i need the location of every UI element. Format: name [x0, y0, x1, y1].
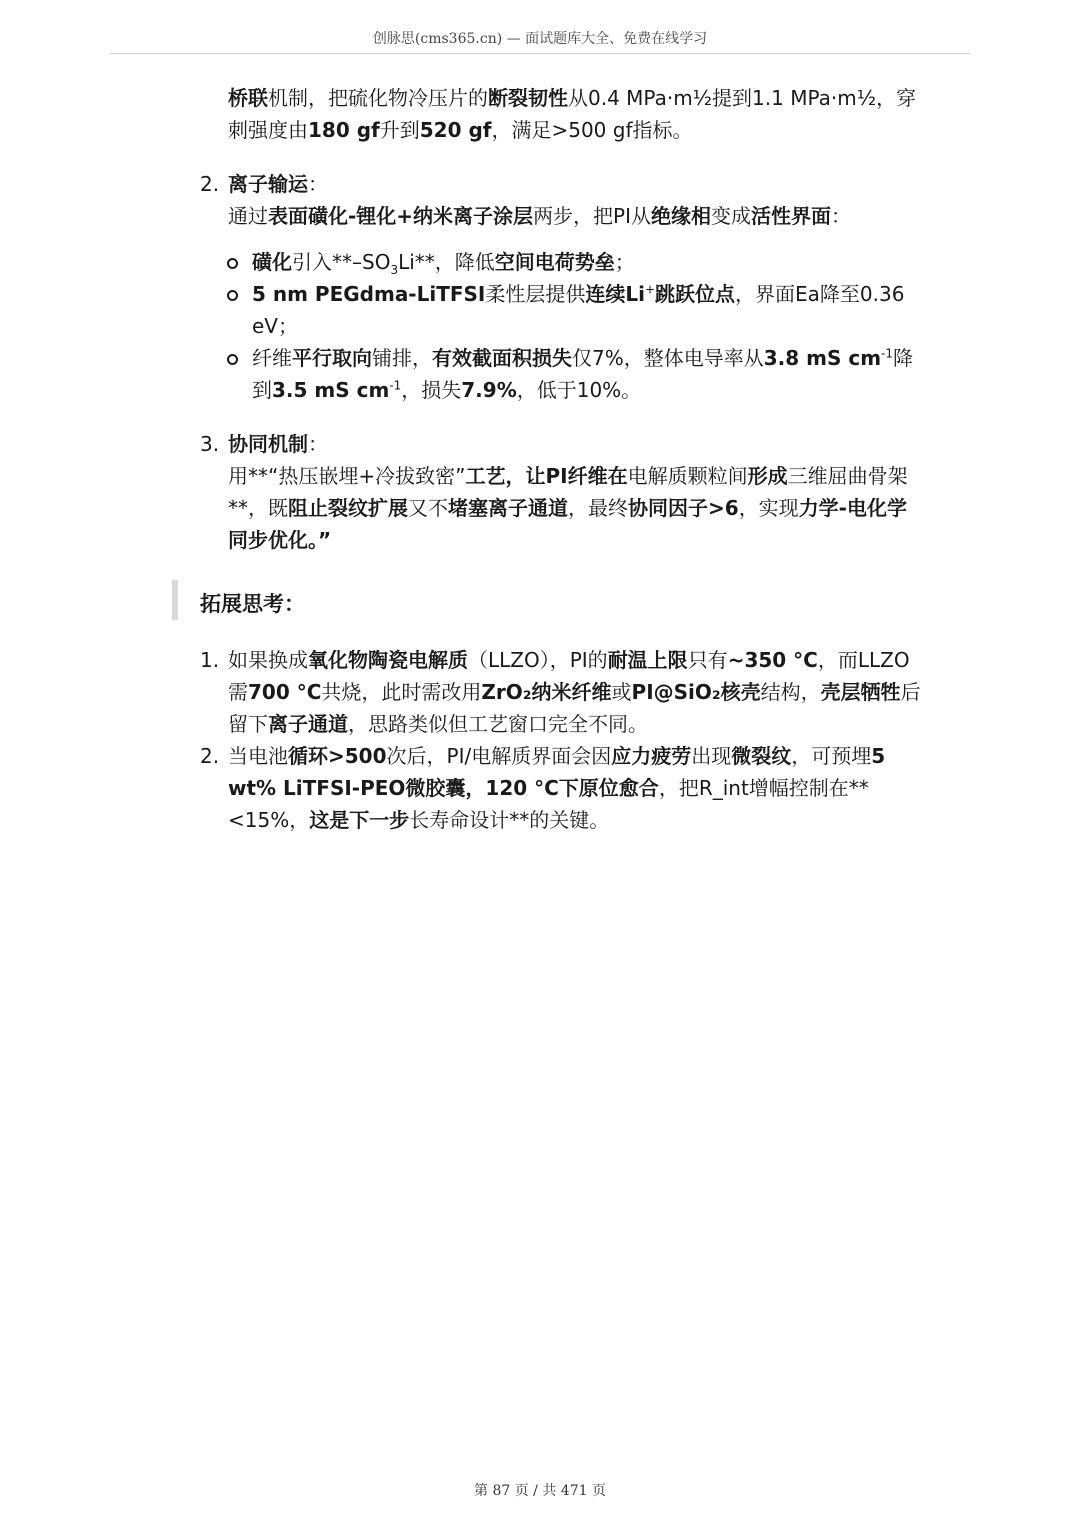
text-run: （LLZO），PI的 — [468, 648, 608, 672]
text-run: ，可预埋 — [791, 744, 872, 768]
list-number: 3. — [200, 432, 220, 456]
bold-text: 3.5 mS cm — [272, 378, 390, 402]
text-run: ，损失 — [401, 378, 462, 402]
text-run: R_int — [698, 776, 749, 800]
text-run: 用**“热压嵌埋+冷拔致密” — [228, 464, 466, 488]
item-title — [228, 168, 925, 200]
extension-item — [200, 740, 925, 836]
bold-text: 表面磺化-锂化+纳米离子涂层 — [268, 204, 534, 228]
bold-text: 工艺，让PI纤维在 — [465, 464, 628, 488]
text-run: ，实现 — [738, 496, 799, 520]
bold-text: 断裂韧性 — [488, 86, 568, 110]
superscript: -1 — [389, 378, 402, 393]
subscript: 3 — [390, 263, 399, 277]
colon: ： — [308, 172, 328, 196]
bold-text: 应力疲劳 — [611, 744, 692, 768]
text-run: ，最终 — [568, 496, 628, 520]
item-title-text: 协同机制 — [228, 432, 308, 456]
text-run: 结构， — [760, 680, 821, 704]
text-run: 两步，把PI从 — [533, 204, 652, 228]
page-footer: 第 87 页 / 共 471 页 — [474, 1483, 606, 1499]
bold-text: 空间电荷势垒 — [494, 250, 615, 274]
bold-text: 循环>500 — [288, 744, 387, 768]
list-number: 2. — [200, 172, 220, 196]
text-run: 纤维 — [252, 346, 292, 370]
bold-text: 这是下一步 — [309, 808, 410, 832]
bold-text: ZrO₂纳米纤维 — [481, 680, 612, 704]
text-run: 如果换成 — [228, 648, 308, 672]
text-run: 升到 — [379, 118, 420, 142]
bold-text: 700 °C — [248, 680, 322, 704]
bold-text: 活性界面 — [751, 204, 832, 228]
extension-heading-text: 拓展思考： — [200, 592, 305, 616]
text-run: Li**，降低 — [398, 250, 495, 274]
text-run: 增幅控制在**<15%， — [228, 776, 869, 832]
bold-text: 3.8 mS cm — [763, 346, 882, 370]
text-run: 又不 — [408, 496, 448, 520]
bold-text: 磺化 — [252, 250, 292, 274]
text-run: 引入**–SO — [292, 250, 391, 274]
bold-text: ~350 °C — [727, 648, 818, 672]
extension-heading — [172, 586, 925, 622]
text-run: 共烧，此时需改用 — [321, 680, 482, 704]
text-run: 机制，把硫化物冷压片的 — [268, 86, 488, 110]
bold-text: 180 gf — [308, 118, 380, 142]
bold-text: 桥联 — [228, 86, 268, 110]
text-run: 铺排， — [372, 346, 432, 370]
document-body — [200, 82, 925, 836]
bold-text: 连续Li — [585, 282, 645, 306]
bold-text: 5 wt% LiTFSI-PEO微胶囊，120 °C下原位愈合 — [228, 744, 886, 800]
text-run: 三维屈曲骨架**，既 — [228, 464, 908, 520]
list-number: 2. — [200, 744, 220, 768]
item-body-text — [228, 460, 925, 556]
superscript: + — [644, 282, 656, 297]
text-run: ，而LLZO需 — [228, 648, 910, 704]
bold-text: 微裂纹 — [731, 744, 792, 768]
bullet-item — [200, 246, 925, 278]
blockquote-bar — [172, 580, 178, 620]
text-run: 柔性层提供 — [485, 282, 586, 306]
bold-text: 平行取向 — [292, 346, 372, 370]
bold-text: 协同因子>6 — [628, 496, 739, 520]
continuation-paragraph — [200, 82, 925, 146]
list-item-ion-transport — [200, 168, 925, 232]
bold-text: 520 gf — [419, 118, 492, 142]
item-title-text: 离子输运 — [228, 172, 308, 196]
text-run: 长寿命设计**的关键。 — [409, 808, 610, 832]
bold-text: 绝缘相 — [651, 204, 712, 228]
text-run: 通过 — [228, 204, 268, 228]
page-header: 创脉思(cms365.cn) — 面试题库大全、免费在线学习 — [372, 31, 708, 47]
text-run: 从0.4 MPa·m½提到1.1 MPa·m½，穿刺强度由 — [228, 86, 917, 142]
text-run: 后留下 — [228, 680, 921, 736]
item-intro — [228, 200, 925, 232]
extension-list — [200, 644, 925, 836]
header-divider — [110, 53, 970, 54]
list-item-synergy — [200, 428, 925, 556]
text-run: 仅7%，整体电导率从 — [572, 346, 764, 370]
bold-text: 耐温上限 — [607, 648, 688, 672]
bold-text: 7.9% — [461, 378, 517, 402]
text-run: 次后，PI/电解质界面会因 — [386, 744, 612, 768]
bold-text: 跳跃位点 — [655, 282, 736, 306]
text-run: ，满足>500 gf指标。 — [491, 118, 693, 142]
bold-text: 离子通道 — [268, 712, 348, 736]
text-run: ，思路类似但工艺窗口完全不同。 — [348, 712, 648, 736]
text-run: 变成 — [711, 204, 752, 228]
bold-text: 氧化物陶瓷电解质 — [308, 648, 468, 672]
bold-text: 壳层牺牲 — [820, 680, 901, 704]
colon: ： — [308, 432, 328, 456]
bullet-list — [200, 246, 925, 406]
text-run: 或 — [611, 680, 632, 704]
text-run: 当电池 — [228, 744, 288, 768]
item-title — [228, 428, 925, 460]
text-run: 电解质颗粒间 — [627, 464, 748, 488]
bold-text: PI@SiO₂核壳 — [631, 680, 761, 704]
bold-text: 5 nm PEGdma-LiTFSI — [252, 282, 486, 306]
text-run: ，界面Ea降至0.36 eV； — [252, 282, 905, 338]
text-run: 出现 — [691, 744, 732, 768]
bold-text: 堵塞离子通道 — [448, 496, 568, 520]
text-run: 只有 — [687, 648, 728, 672]
extension-item — [200, 644, 925, 740]
text-run: ，把 — [658, 776, 699, 800]
text-run: ，低于10%。 — [516, 378, 642, 402]
text-run: 降到 — [252, 346, 913, 402]
text-run: ； — [614, 250, 635, 274]
bold-text: 阻止裂纹扩展 — [288, 496, 408, 520]
bold-text: 有效截面积损失 — [432, 346, 572, 370]
bullet-item — [200, 278, 925, 342]
bold-text: 形成 — [747, 464, 788, 488]
text-run: ： — [831, 204, 852, 228]
list-number: 1. — [200, 648, 220, 672]
bold-text: 力学-电化学同步优化。” — [228, 496, 907, 552]
superscript: -1 — [881, 346, 893, 361]
bullet-item — [200, 342, 925, 406]
